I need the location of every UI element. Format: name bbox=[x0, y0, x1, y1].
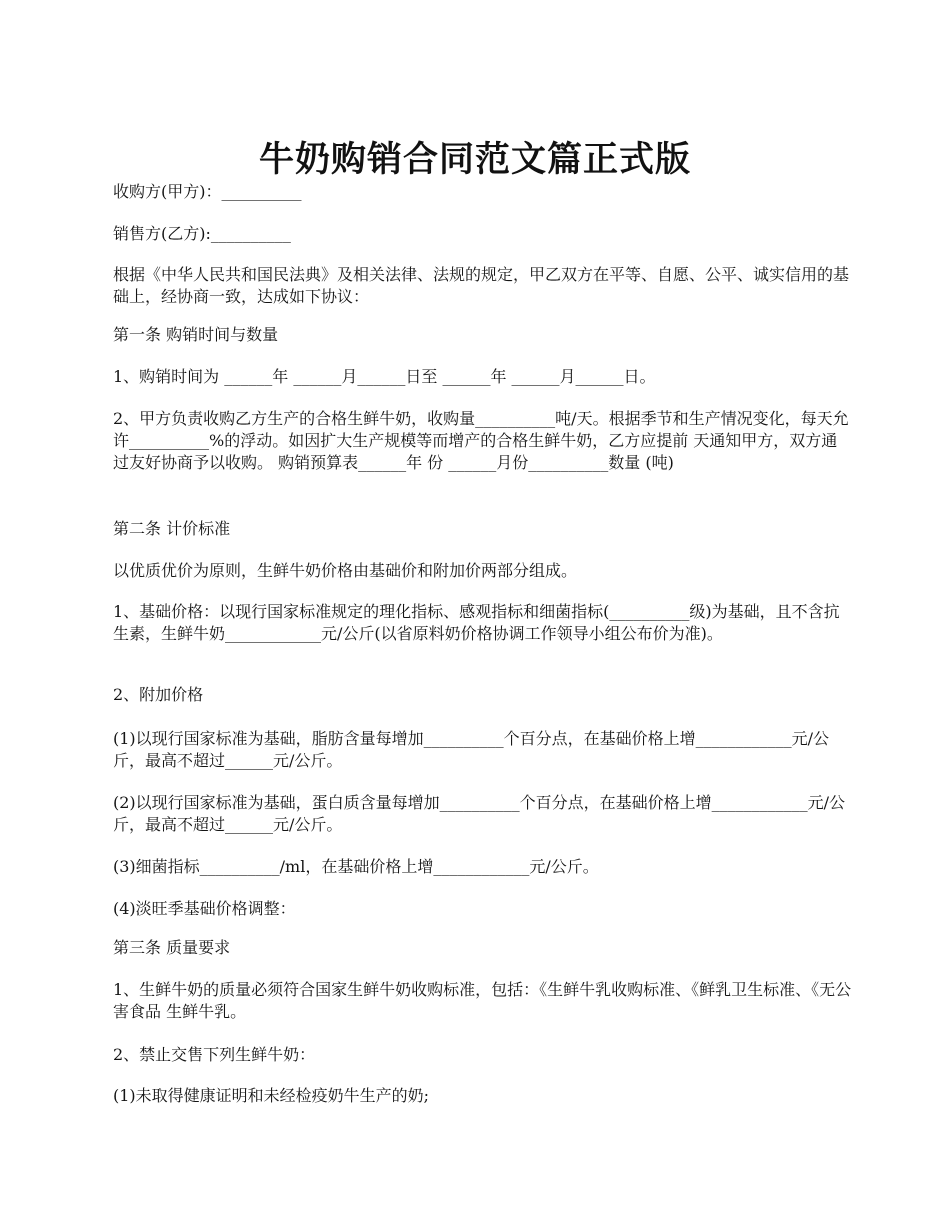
pricing-principle: 以优质优价为原则，生鲜牛奶价格由基础价和附加价两部分组成。 bbox=[113, 561, 578, 580]
additional-price-item-3: (3)细菌指标__________/ml，在基础价格上增____________元/公斤。 bbox=[113, 857, 599, 876]
article-3-clause-1: 1、生鲜牛奶的质量必须符合国家生鲜牛奶收购标准，包括：《生鲜牛乳收购标准、《鲜乳卫生标准、《无公害食品 生鲜牛乳。 bbox=[113, 980, 852, 1021]
additional-price-item-2: (2)以现行国家标准为基础，蛋白质含量每增加__________个百分点，在基础价格上增____________元/公斤，最高不超过______元/公斤。 bbox=[113, 793, 846, 834]
article-3-heading: 第三条 质量要求 bbox=[113, 938, 231, 957]
article-2-clause-2: 2、附加价格 bbox=[113, 685, 204, 704]
prohibited-milk-item-1: (1)未取得健康证明和未经检疫奶牛生产的奶; bbox=[113, 1086, 430, 1105]
article-2-clause-1: 1、基础价格：以现行国家标准规定的理化指标、感观指标和细菌指标(__________级)为基础，且不含抗生素，生鲜牛奶____________元/公斤(以省原料奶价格协调工作领导小组公布价为准)。 bbox=[113, 602, 840, 643]
article-1-clause-2: 2、甲方负责收购乙方生产的合格生鲜牛奶，收购量__________吨/天。根据季节和生产情况变化，每天允许__________%的浮动。如因扩大生产规模等而增产的合格生鲜牛奶，乙方应提前 天通知甲方，双方通过友好协商予以收购。 购销预算表______年 份 ______月份__________数量 (吨) bbox=[113, 409, 849, 472]
buyer-line: 收购方(甲方)：__________ bbox=[113, 182, 302, 201]
article-1-clause-1: 1、购销时间为 ______年 ______月______日至 ______年 ______月______日。 bbox=[113, 367, 656, 386]
document-title: 牛奶购销合同范文篇正式版 bbox=[258, 140, 691, 181]
article-2-heading: 第二条 计价标准 bbox=[113, 519, 231, 538]
article-1-heading: 第一条 购销时间与数量 bbox=[113, 325, 279, 344]
additional-price-item-4: (4)淡旺季基础价格调整： bbox=[113, 899, 296, 918]
preamble-paragraph: 根据《中华人民共和国民法典》及相关法律、法规的规定，甲乙双方在平等、自愿、公平、诚实信用的基础上，经协商一致，达成如下协议： bbox=[113, 265, 850, 306]
seller-line: 销售方(乙方):__________ bbox=[113, 224, 291, 243]
additional-price-item-1: (1)以现行国家标准为基础，脂肪含量每增加__________个百分点，在基础价格上增____________元/公斤，最高不超过______元/公斤。 bbox=[113, 729, 830, 770]
article-3-clause-2: 2、禁止交售下列生鲜牛奶： bbox=[113, 1045, 316, 1064]
